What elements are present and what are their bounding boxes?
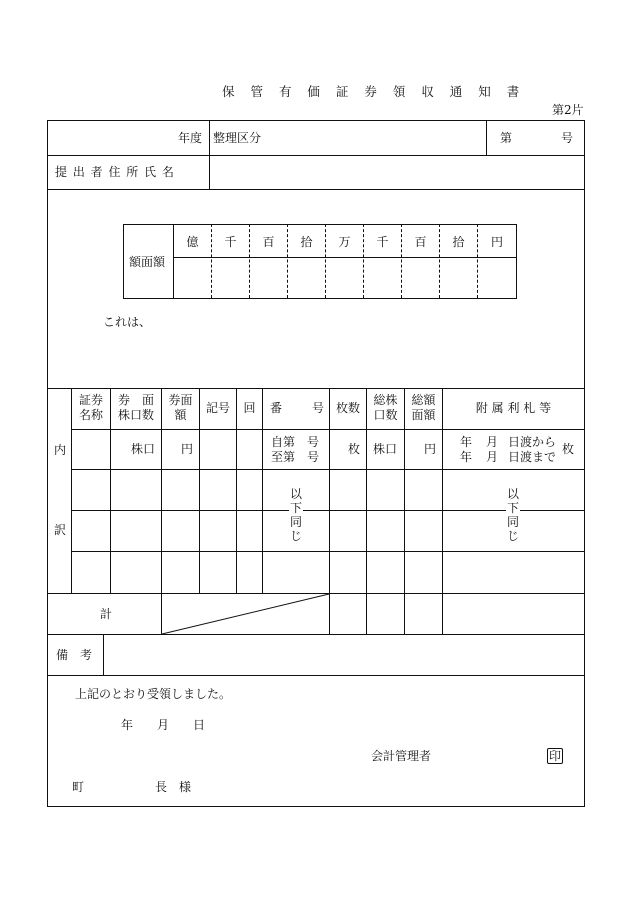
unit-from-2: 号 bbox=[307, 435, 320, 449]
header-symbol: 記号 bbox=[205, 401, 230, 415]
unit-to-1: 至第 bbox=[271, 450, 296, 464]
unit-total-yen: 円 bbox=[424, 442, 437, 456]
details-side-label-top: 内 bbox=[54, 443, 67, 457]
note-text: これは、 bbox=[103, 315, 152, 329]
header-face-2: 株口数 bbox=[117, 408, 154, 422]
header-total-amount-1: 総額 bbox=[411, 393, 436, 407]
receipt-date: 年 月 日 bbox=[121, 718, 206, 732]
coupon-year-2: 年 bbox=[460, 450, 473, 464]
unit-sheets: 枚 bbox=[348, 442, 361, 456]
coupon-year-1: 年 bbox=[460, 435, 473, 449]
digit-sen-1: 千 bbox=[224, 235, 237, 249]
coupon-to: 日渡まで bbox=[508, 450, 557, 464]
unit-kabu-kuchi: 株口 bbox=[131, 442, 156, 456]
face-value-label: 額面額 bbox=[129, 255, 166, 269]
number-suffix: 号 bbox=[561, 131, 574, 145]
header-round: 回 bbox=[243, 401, 256, 415]
header-name-2: 名称 bbox=[78, 408, 103, 422]
header-count: 枚数 bbox=[335, 401, 360, 415]
digit-sen-2: 千 bbox=[376, 235, 389, 249]
header-coupons: 附 属 利 札 等 bbox=[475, 401, 552, 415]
header-number-2: 号 bbox=[312, 401, 325, 415]
coupon-sheets: 枚 bbox=[562, 442, 575, 456]
unit-yen: 円 bbox=[181, 442, 194, 456]
remarks-label: 備 考 bbox=[56, 648, 93, 662]
digit-man: 万 bbox=[338, 235, 351, 249]
header-total-amount-2: 面額 bbox=[411, 408, 436, 422]
digit-juu-1: 拾 bbox=[300, 235, 313, 249]
header-name-1: 証券 bbox=[78, 393, 103, 407]
unit-total-kabu: 株口 bbox=[373, 442, 398, 456]
copy-number-label: 第2片 bbox=[552, 103, 584, 117]
seal-mark: 印 bbox=[549, 749, 562, 763]
town-label: 町 bbox=[72, 780, 85, 794]
header-face-amount-2: 額 bbox=[174, 408, 187, 422]
number-prefix: 第 bbox=[500, 131, 513, 145]
digit-oku: 億 bbox=[186, 235, 199, 249]
header-total-1: 総株 bbox=[373, 393, 398, 407]
addressee-label: 長 様 bbox=[155, 780, 192, 794]
ditto-left: 以下同じ bbox=[289, 487, 302, 543]
coupon-from: 日渡から bbox=[508, 435, 557, 449]
submitter-label: 提 出 者 住 所 氏 名 bbox=[55, 165, 175, 179]
header-face-1: 券 面 bbox=[117, 393, 154, 407]
ditto-right: 以下同じ bbox=[506, 487, 519, 543]
header-face-amount-1: 券面 bbox=[168, 393, 193, 407]
document-title: 保 管 有 価 証 券 領 収 通 知 書 bbox=[222, 84, 526, 99]
total-label: 計 bbox=[100, 607, 113, 621]
category-label: 整理区分 bbox=[213, 131, 262, 145]
received-statement: 上記のとおり受領しました。 bbox=[75, 687, 232, 701]
coupon-month-2: 月 bbox=[486, 450, 499, 464]
fiscal-year-label: 年度 bbox=[178, 131, 203, 145]
digit-hyaku-1: 百 bbox=[262, 235, 275, 249]
officer-title: 会計管理者 bbox=[371, 749, 432, 763]
digit-yen: 円 bbox=[490, 235, 503, 249]
header-total-2: 口数 bbox=[373, 408, 398, 422]
coupon-month-1: 月 bbox=[486, 435, 499, 449]
digit-hyaku-2: 百 bbox=[414, 235, 427, 249]
details-side-label-bottom: 訳 bbox=[54, 523, 67, 537]
digit-juu-2: 拾 bbox=[452, 235, 465, 249]
unit-from-1: 自第 bbox=[271, 435, 296, 449]
header-number-1: 番 bbox=[270, 401, 283, 415]
unit-to-2: 号 bbox=[307, 450, 320, 464]
